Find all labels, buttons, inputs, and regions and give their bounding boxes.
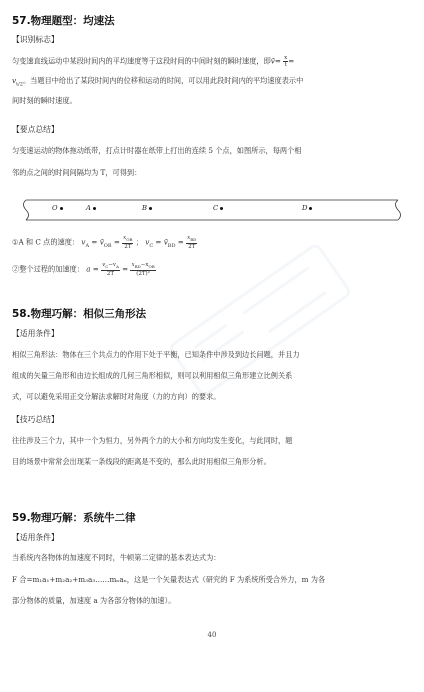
section-57-label-identify: 【识别标志】 (12, 35, 59, 44)
paper-tape-outline (20, 199, 402, 221)
section-57-paragraph-2-line-2: 邻的点之间的时间间隔均为 T，可得到： (12, 168, 142, 177)
section-59-paragraph-1: 当系统内各物体的加速度不同时，牛顿第二定律的基本表达式为： (12, 553, 221, 562)
section-58-label-summary: 【技巧总结】 (12, 415, 59, 424)
point-dot-icon (220, 207, 223, 210)
section-58-label-condition: 【适用条件】 (12, 329, 59, 338)
section-59-title: 59.物理巧解：系统牛二律 (12, 512, 136, 524)
point-dot-icon (60, 207, 63, 210)
tape-point-c: C (213, 204, 223, 212)
formula-velocity: ①A 和 C 点的速度： $v_A$ = $v̄_{OB}$ = $\frac{x_{OB}}{2T}$ ； $v_C$ = $v̄_{BD}$ = $\frac{x_{BD}}{2T}$ (12, 235, 197, 251)
section-58-paragraph-2-line-1: 往往涉及三个力，其中一个为恒力，另外两个力的大小和方向均发生变化，与此同时，题 (12, 436, 293, 445)
point-dot-icon (149, 207, 152, 210)
section-57-paragraph-1-line-1: 匀变速直线运动中某段时间内的平均速度等于这段时间的中间时刻的瞬时速度，即v̄= $\frac{x}{t}$ = (12, 55, 295, 68)
section-58-paragraph-1-line-3: 式，可以避免采用正交分解法求解时对角度（力的方向）的要求。 (12, 392, 221, 401)
page-number: 40 (207, 631, 217, 639)
section-57-paragraph-2-line-1: 匀变速运动的物体拖动纸带，打点计时器在纸带上打出的连续 5 个点，如图所示，每两个相 (12, 146, 302, 155)
section-58-paragraph-1-line-1: 相似三角形法：物体在三个共点力的作用下处于平衡，已知条件中涉及到边长问题，并且力 (12, 350, 300, 359)
section-59-label-condition: 【适用条件】 (12, 533, 59, 542)
tape-point-a: A (86, 204, 96, 212)
section-58-paragraph-1-line-2: 组成的矢量三角形和由边长组成的几何三角形相似，则可以利用相似三角形建立比例关系 (12, 371, 293, 380)
point-dot-icon (93, 207, 96, 210)
tape-point-o: O (52, 204, 63, 212)
formula-acceleration: ②整个过程的加速度： a = $\frac{v_C-v_A}{2T}$ = $\frac{x_{BD}-x_{OB}}{\text{(2T)²}}$ (12, 262, 155, 278)
section-59-paragraph-2-line-2: 部分物体的质量，加速度 a 为各部分物体的加速）。 (12, 596, 176, 605)
section-58-paragraph-2-line-2: 目的场景中常常会出现某一条线段的距离是不变的，那么此时用相似三角形分析。 (12, 457, 271, 466)
section-57-paragraph-1-line-3: 间时刻的瞬时速度。 (12, 96, 77, 105)
section-57-label-summary: 【要点总结】 (12, 125, 59, 134)
section-58-title: 58.物理巧解：相似三角形法 (12, 308, 147, 320)
section-59-paragraph-2-line-1: F 合=m₁a₁+m₂a₂+m₃a₃……mₙaₙ，这是一个矢量表达式（研究的 F 为系统所受合外力，m 为各 (12, 575, 326, 584)
paper-tape-diagram (20, 199, 402, 221)
point-dot-icon (309, 207, 312, 210)
section-57-paragraph-1-line-2: $v_{t/2}$。当题目中给出了某段时间内的位移和运动的时间，可以用此段时间内的平均速度表示中 (12, 76, 304, 88)
tape-point-d: D (302, 204, 312, 212)
section-57-title: 57.物理题型：均速法 (12, 15, 115, 27)
tape-point-b: B (142, 204, 152, 212)
